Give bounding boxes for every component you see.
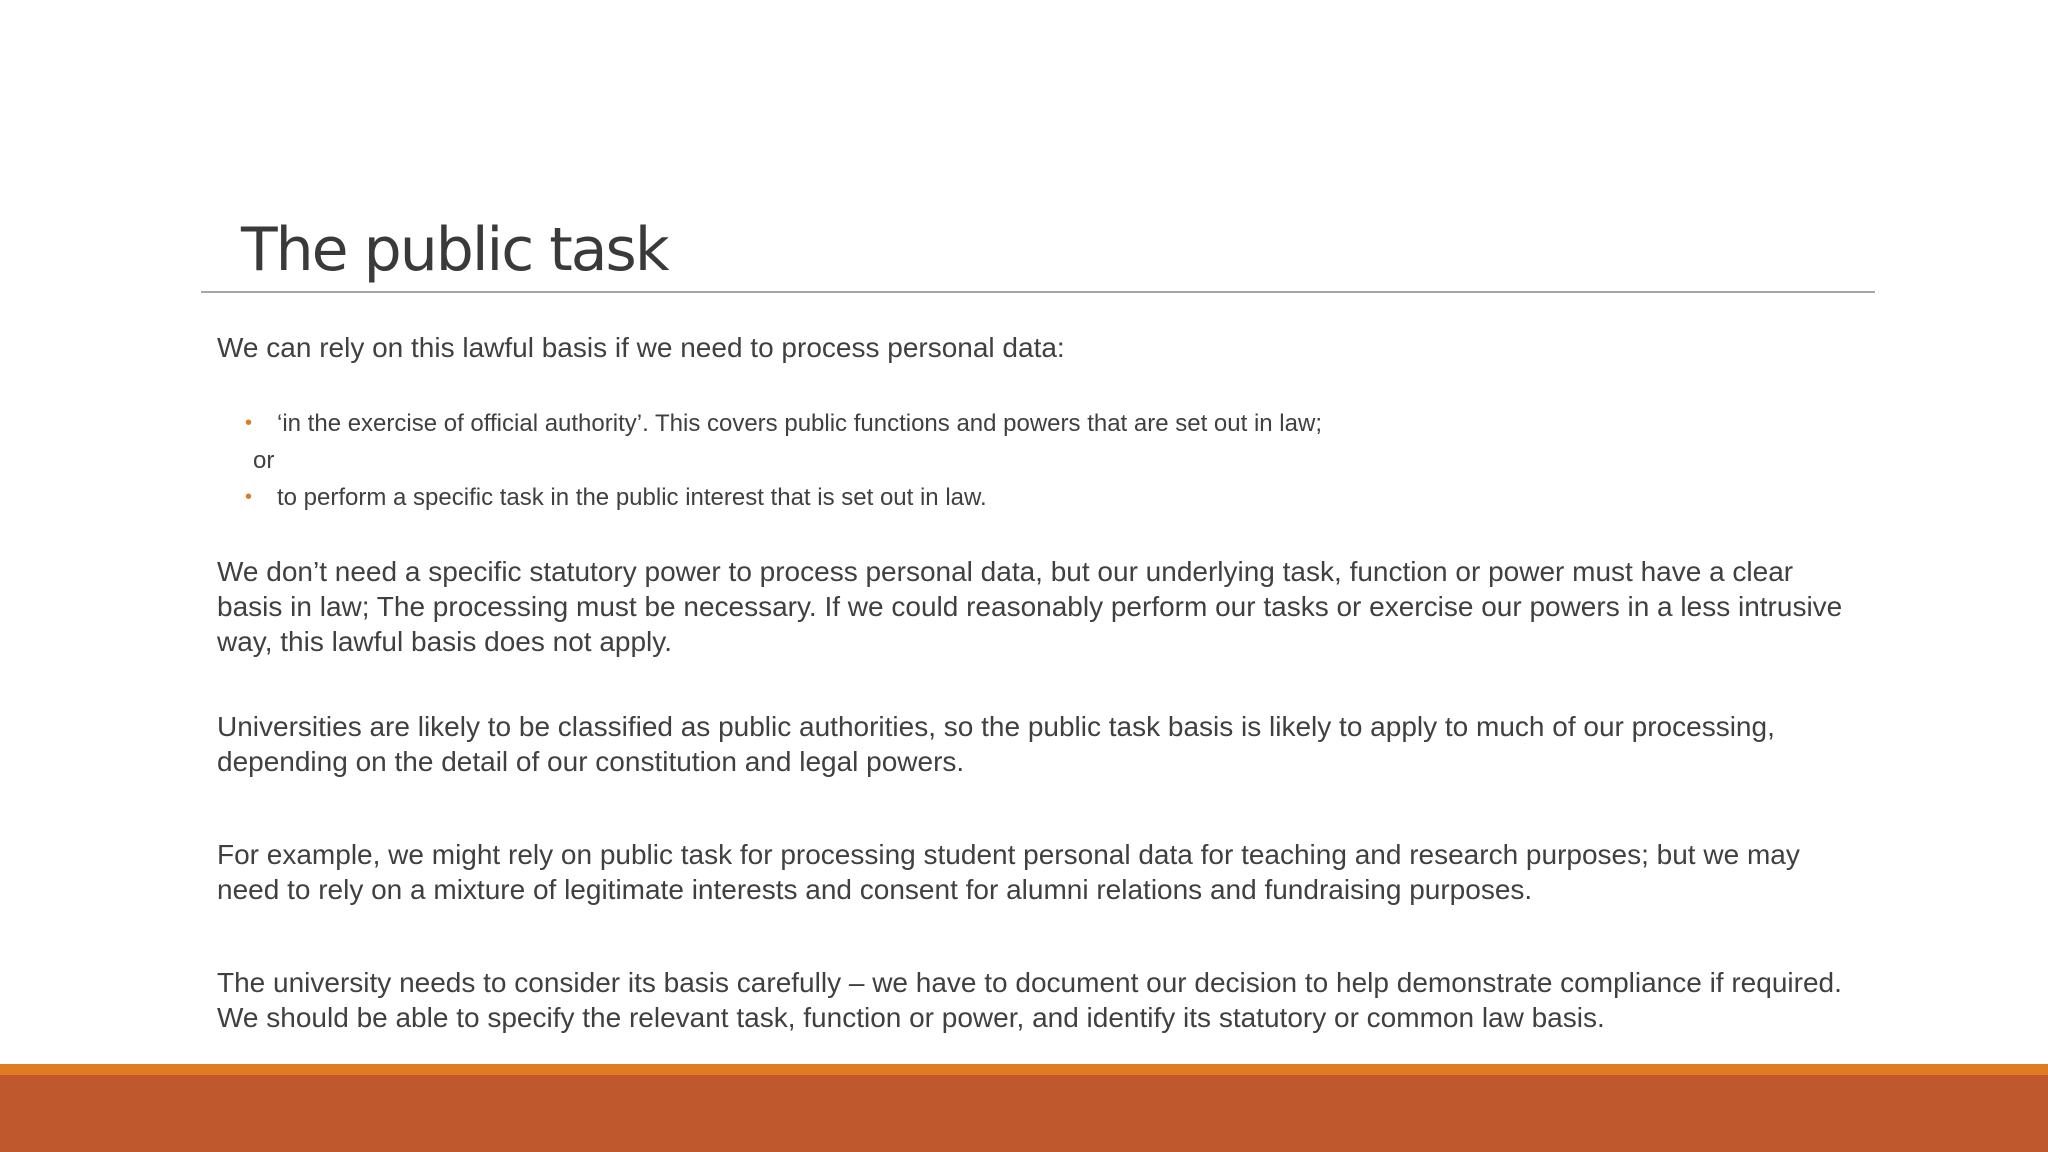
bullet-text: ‘in the exercise of official authority’. This covers public functions and powers that are set out in law; — [277, 410, 1322, 437]
footer-band — [0, 1075, 2048, 1152]
footer-accent-stripe — [0, 1064, 2048, 1075]
title-divider — [201, 291, 1875, 293]
intro-paragraph: We can rely on this lawful basis if we need to process personal data: — [217, 332, 1065, 363]
paragraph-document-decision: The university needs to consider its basis carefully – we have to document our decision to help demonstrate compliance if required. We should be able to specify the relevant task, function or power, and identify its statutory or common law basis. — [217, 967, 1842, 1033]
bullet-dot-icon: • — [245, 486, 253, 508]
bullet-text: to perform a specific task in the public interest that is set out in law. — [277, 484, 987, 511]
paragraph-statutory-power: We don’t need a specific statutory power to process personal data, but our underlying task, function or power must have a clear basis in law; The processing must be necessary. If we could reasonably perform our tasks or exercise our powers in a less intrusive way, this lawful basis does not apply. — [217, 556, 1843, 657]
or-connector: or — [253, 447, 275, 474]
paragraph-universities: Universities are likely to be classified as public authorities, so the public task basis is likely to apply to much of our processing, depending on the detail of our constitution and legal powers. — [217, 711, 1775, 777]
bullet-list — [217, 405, 1857, 516]
bullet-dot-icon: • — [245, 412, 253, 434]
bullet-item-official-authority — [217, 405, 1857, 442]
paragraph-example: For example, we might rely on public task for processing student personal data for teaching and research purposes; but we may need to rely on a mixture of legitimate interests and consent for alumni relations and fundraising purposes. — [217, 839, 1800, 905]
bullet-item-public-interest — [217, 479, 1857, 516]
slide-title: The public task — [241, 215, 668, 285]
slide-body — [217, 330, 1857, 1035]
